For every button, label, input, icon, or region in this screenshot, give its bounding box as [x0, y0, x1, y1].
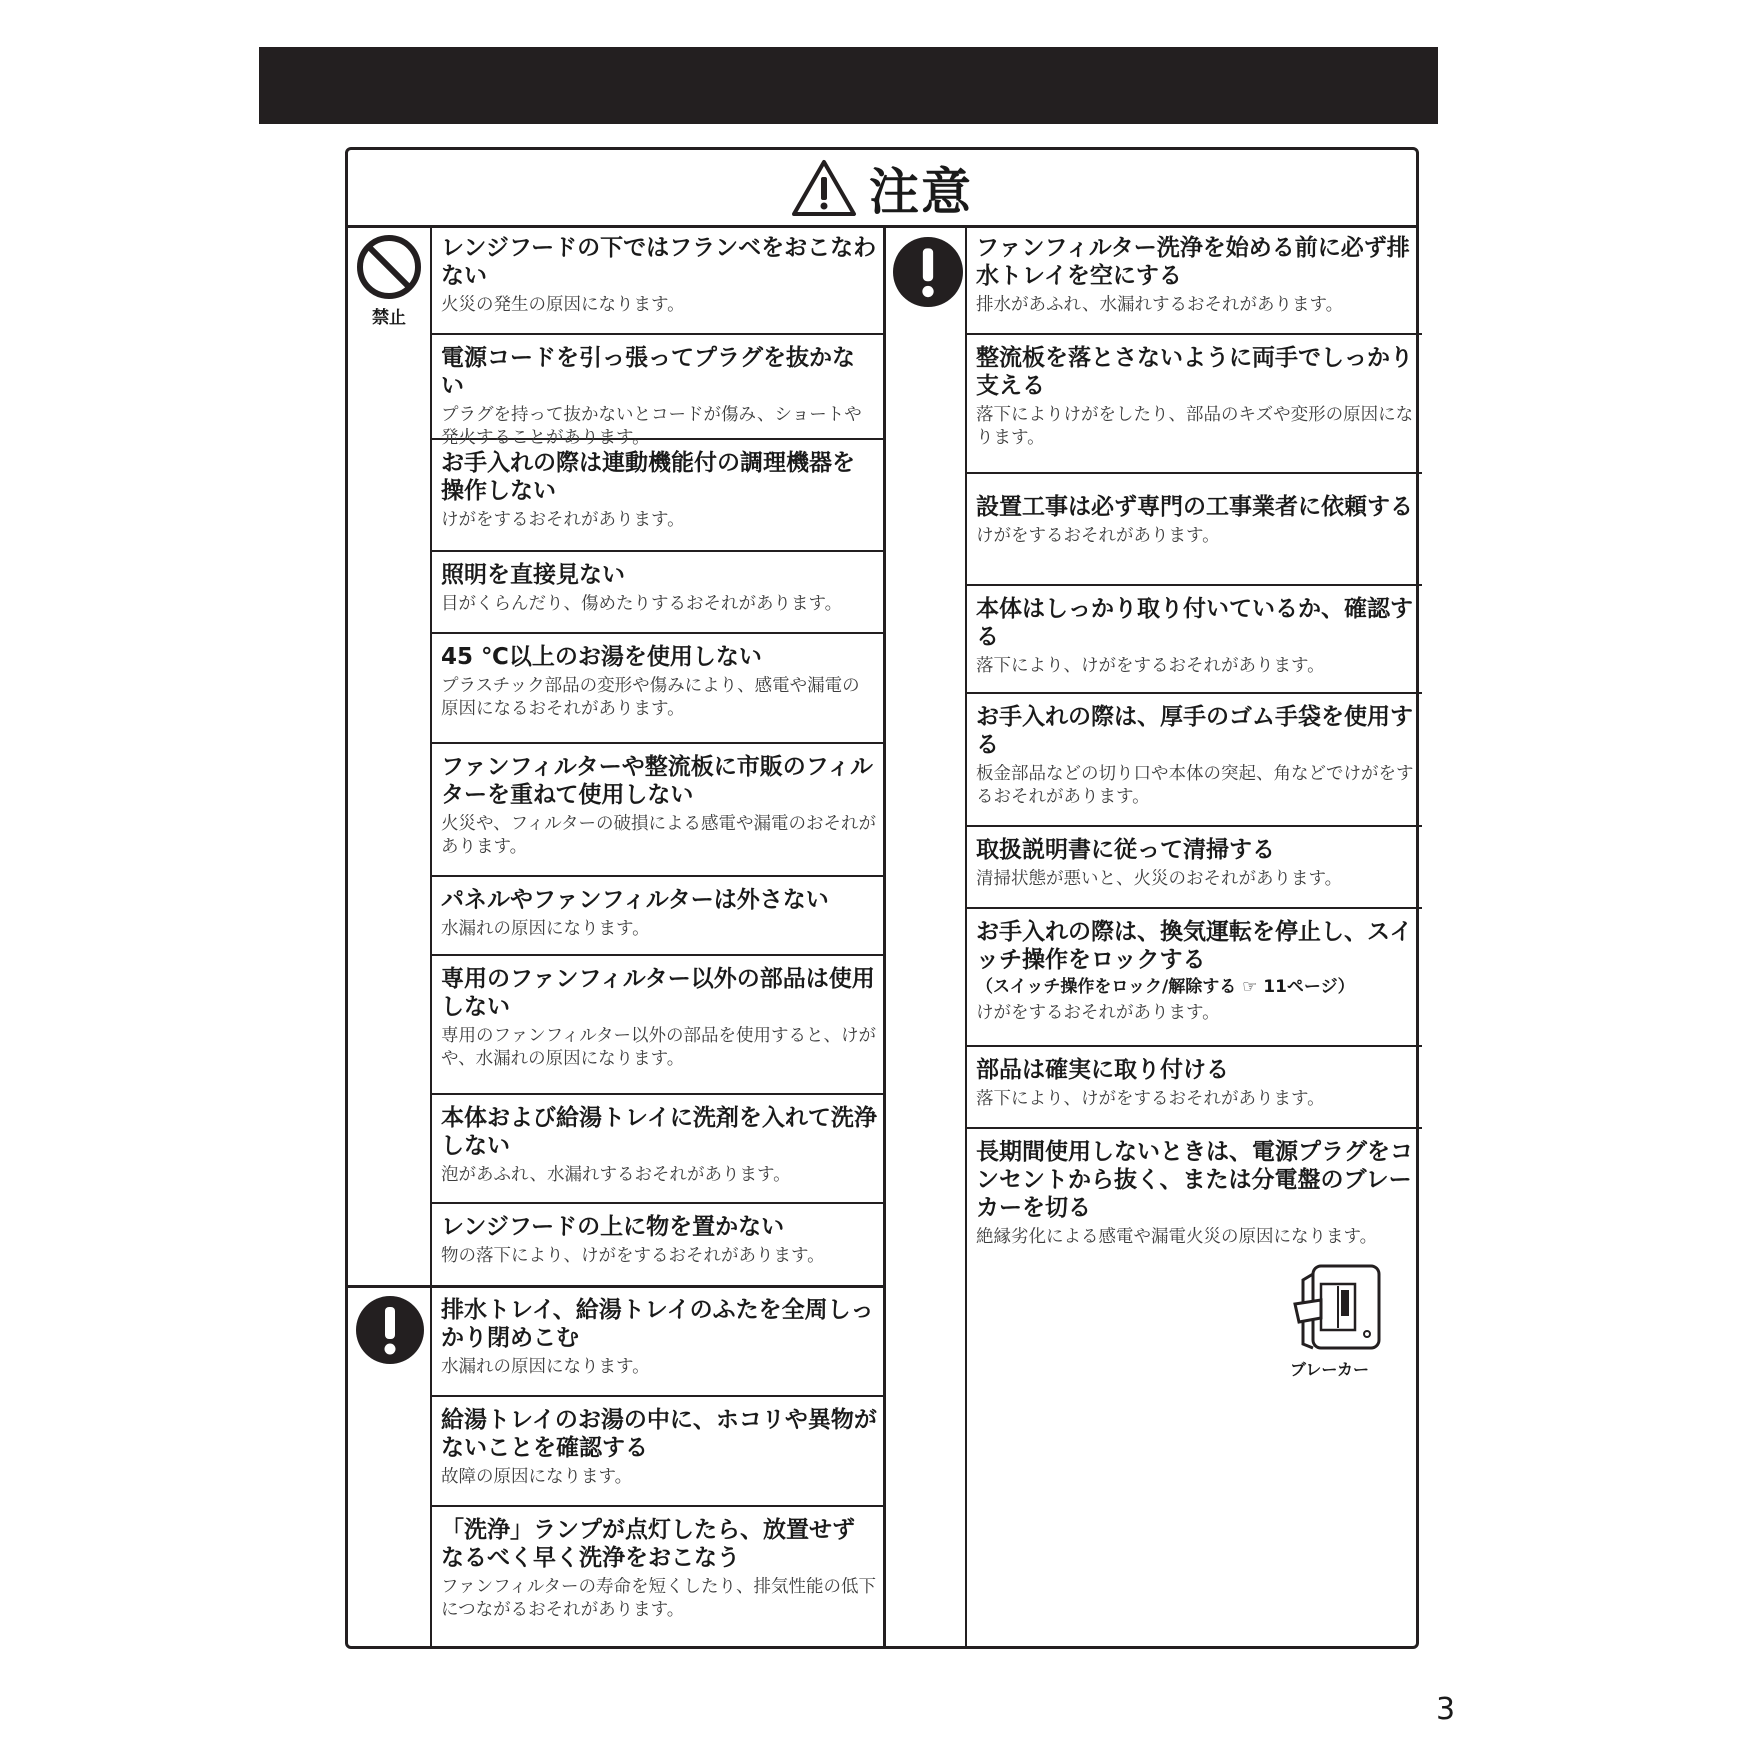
caution-item: [431, 745, 883, 859]
row-divider: [965, 584, 1422, 586]
caution-item: [431, 553, 883, 616]
row-divider: [965, 333, 1422, 335]
row-divider: [430, 742, 883, 744]
caution-detail: 専用のファンフィルター以外の部品を使用すると、けがや、水漏れの原因になります。: [441, 1026, 877, 1069]
caution-detail: 火災の発生の原因になります。: [441, 295, 685, 315]
row-divider: [965, 1045, 1422, 1047]
caution-item: [431, 226, 883, 317]
caution-detail: けがをするおそれがあります。: [441, 510, 685, 530]
breaker-label: ブレーカー: [1290, 1360, 1370, 1379]
caution-item: [966, 226, 1420, 317]
row-divider: [965, 1127, 1422, 1129]
caution-detail: ファンフィルターの寿命を短くしたり、排気性能の低下につながるおそれがあります。: [441, 1577, 877, 1620]
caution-detail: 落下により、けがをするおそれがあります。: [976, 1089, 1325, 1109]
caution-heading: お手入れの際は連動機能付の調理機器を操作しない: [441, 450, 855, 504]
caution-item: [966, 336, 1420, 450]
caution-heading: 設置工事は必ず専門の工事業者に依頼する: [976, 494, 1413, 520]
caution-title: 注意: [869, 162, 973, 221]
caution-item: [431, 878, 883, 941]
caution-heading: 45 ℃以上のお湯を使用しない: [441, 644, 762, 670]
caution-heading: お手入れの際は、換気運転を停止し、スイッチ操作をロックする: [976, 919, 1413, 973]
row-divider: [965, 907, 1422, 909]
prohibition-icon: [356, 234, 422, 300]
row-divider: [965, 825, 1422, 827]
prohibition-label: 禁止: [372, 308, 406, 328]
exclamation-icon: [356, 1296, 424, 1364]
row-divider: [430, 632, 883, 634]
caution-detail: プラグを持って抜かないとコードが傷み、ショートや発火することがあります。: [441, 405, 862, 448]
caution-item: [431, 1288, 883, 1379]
caution-heading: 本体および給湯トレイに洗剤を入れて洗浄しない: [441, 1105, 877, 1159]
caution-item: [431, 336, 883, 450]
page-number: 3: [1436, 1692, 1456, 1727]
caution-heading: ファンフィルター洗浄を始める前に必ず排水トレイを空にする: [976, 235, 1410, 289]
caution-detail: 落下により、けがをするおそれがあります。: [976, 656, 1325, 676]
caution-detail: 清掃状態が悪いと、火災のおそれがあります。: [976, 869, 1343, 889]
caution-heading: 排水トレイ、給湯トレイのふたを全周しっかり閉めこむ: [441, 1297, 874, 1351]
caution-heading: 部品は確実に取り付ける: [976, 1057, 1229, 1083]
caution-item: [431, 1205, 883, 1268]
breaker-icon: [1291, 1260, 1385, 1356]
caution-item: [431, 1508, 883, 1622]
caution-heading: 電源コードを引っ張ってプラグを抜かない: [441, 345, 855, 399]
caution-heading: 取扱説明書に従って清掃する: [976, 837, 1275, 863]
caution-detail: 水漏れの原因になります。: [441, 1357, 650, 1377]
caution-detail: 泡があふれ、水漏れするおそれがあります。: [441, 1165, 791, 1185]
caution-heading: お手入れの際は、厚手のゴム手袋を使用する: [976, 704, 1413, 758]
caution-heading: レンジフードの下ではフランベをおこなわない: [441, 235, 877, 289]
caution-detail: 故障の原因になります。: [441, 1467, 633, 1487]
warning-triangle-icon: [791, 159, 857, 217]
caution-heading: レンジフードの上に物を置かない: [441, 1214, 785, 1240]
caution-detail: 火災や、フィルターの破損による感電や漏電のおそれがあります。: [441, 814, 877, 857]
caution-item: [431, 1096, 883, 1187]
row-divider: [965, 472, 1422, 474]
caution-item: [966, 910, 1420, 1025]
caution-item: [966, 695, 1420, 809]
header-bar: [259, 47, 1438, 124]
caution-item: [966, 828, 1420, 891]
row-divider: [430, 333, 883, 335]
row-divider: [430, 550, 883, 552]
caution-item: [966, 1130, 1420, 1249]
caution-detail: 物の落下により、けがをするおそれがあります。: [441, 1246, 825, 1266]
caution-item: [966, 587, 1420, 678]
caution-title-row: [348, 150, 1416, 228]
row-divider: [430, 1202, 883, 1204]
caution-detail: 絶縁劣化による感電や漏電火災の原因になります。: [976, 1227, 1378, 1247]
caution-heading: 照明を直接見ない: [441, 562, 625, 588]
caution-item: [966, 475, 1420, 548]
caution-item: [431, 441, 883, 532]
row-divider: [430, 1505, 883, 1507]
row-divider: [965, 692, 1422, 694]
caution-item: [431, 957, 883, 1071]
caution-heading: 整流板を落とさないように両手でしっかり支える: [976, 345, 1413, 399]
row-divider: [430, 1395, 883, 1397]
caution-item: [431, 1398, 883, 1489]
exclamation-icon: [893, 237, 963, 307]
caution-heading: ファンフィルターや整流板に市販のフィルターを重ねて使用しない: [441, 754, 873, 808]
caution-detail: 目がくらんだり、傷めたりするおそれがあります。: [441, 594, 843, 614]
caution-detail: けがをするおそれがあります。: [976, 1003, 1220, 1023]
caution-detail: けがをするおそれがあります。: [976, 526, 1220, 546]
caution-detail: 落下によりけがをしたり、部品のキズや変形の原因になります。: [976, 405, 1414, 448]
row-divider: [430, 1093, 883, 1095]
caution-detail: 板金部品などの切り口や本体の突起、角などでけがをするおそれがあります。: [976, 764, 1414, 807]
caution-heading: パネルやファンフィルターは外さない: [441, 887, 829, 913]
caution-heading: 給湯トレイのお湯の中に、ホコリや異物がないことを確認する: [441, 1407, 877, 1461]
caution-detail: 排水があふれ、水漏れするおそれがあります。: [976, 295, 1344, 315]
caution-heading: 「洗浄」ランプが点灯したら、放置せずなるべく早く洗浄をおこなう: [441, 1517, 855, 1571]
caution-page-reference: （スイッチ操作をロック/解除する ☞ 11ページ）: [976, 977, 1355, 997]
caution-detail: 水漏れの原因になります。: [441, 919, 650, 939]
center-divider: [883, 225, 886, 1646]
row-divider: [430, 954, 883, 956]
caution-heading: 長期間使用しないときは、電源プラグをコンセントから抜く、または分電盤のブレーカーを切る: [976, 1139, 1413, 1221]
caution-detail: プラスチック部品の変形や傷みにより、感電や漏電の原因になるおそれがあります。: [441, 676, 860, 719]
caution-heading: 本体はしっかり取り付いているか、確認する: [976, 596, 1413, 650]
caution-heading: 専用のファンフィルター以外の部品は使用しない: [441, 966, 875, 1020]
caution-item: [431, 635, 883, 721]
caution-item: [966, 1048, 1420, 1111]
caution-panel: [345, 147, 1419, 1649]
row-divider: [430, 875, 883, 877]
